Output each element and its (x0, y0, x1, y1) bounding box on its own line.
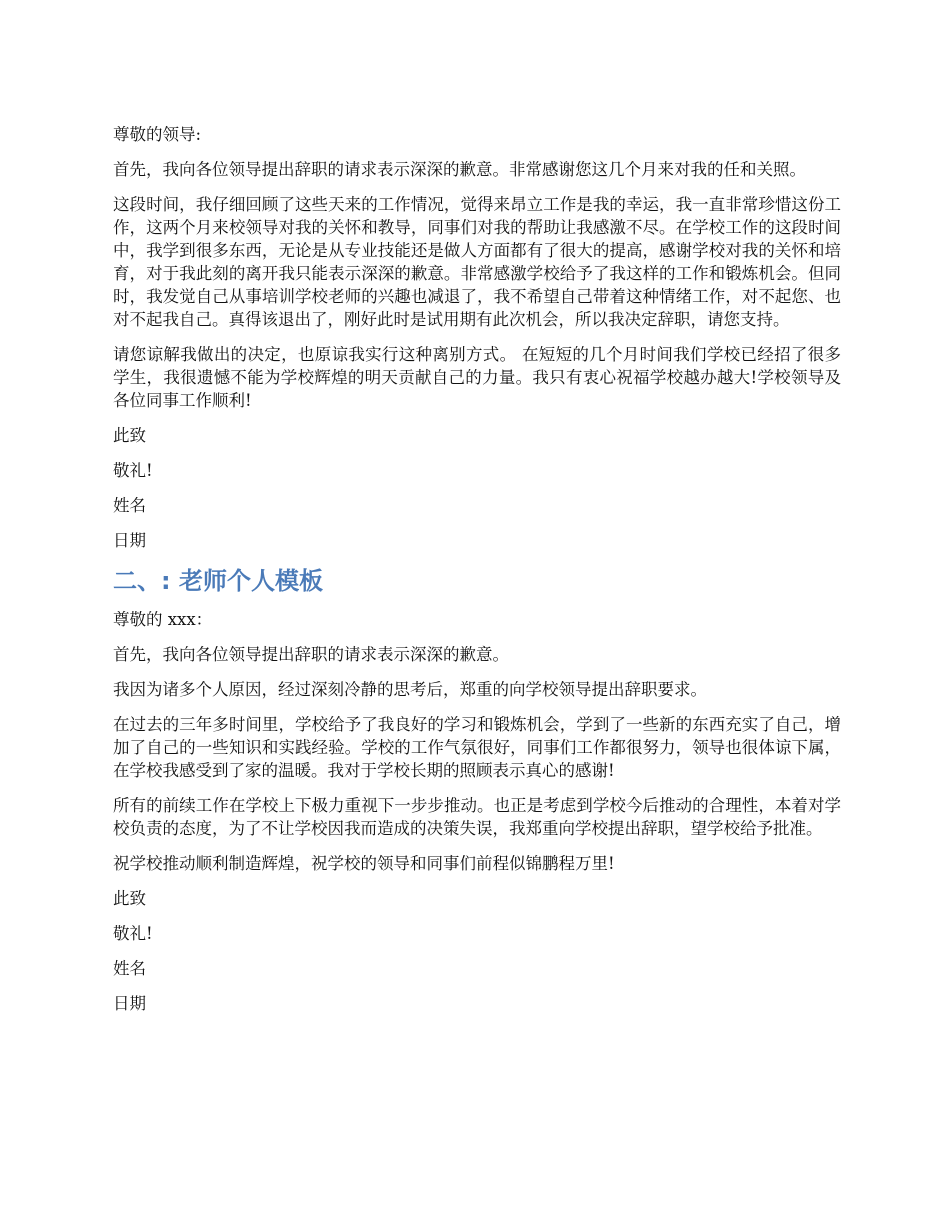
letter-section-2 (113, 564, 841, 1015)
body-paragraph: 首先，我向各位领导提出辞职的请求表示深深的歉意。非常感谢您这几个月来对我的任和关照。 (113, 160, 806, 179)
section-heading: 二、: 老师个人模板 (113, 567, 323, 595)
closing-line: 此致 (113, 889, 146, 908)
closing-regards: 敬礼! (113, 924, 153, 943)
body-paragraph: 这段时间，我仔细回顾了这些天来的工作情况，觉得来昂立工作是我的幸运，我一直非常珍惜这份工作，这两个月来校领导对我的关怀和教导，同事们对我的帮助让我感激不尽。在学校工作的这段时间中，我学到很多东西，无论是从专业技能还是做人方面都有了很大的提高，感谢学校对我的关怀和培育，对于我此刻的离开我只能表示深深的歉意。非常感激学校给予了我这样的工作和锻炼机会。但同时，我发觉自己从事培训学校老师的兴趣也减退了，我不希望自己带着这种情绪工作，对不起您、也对不起我自己。真得该退出了，刚好此时是试用期有此次机会，所以我决定辞职，请您支持。 (113, 195, 841, 329)
closing-regards: 敬礼! (113, 461, 153, 480)
body-paragraph: 请您谅解我做出的决定，也原谅我实行这种离别方式。 在短短的几个月时间我们学校已经招了很多学生，我很遗憾不能为学校辉煌的明天贡献自己的力量。我只有衷心祝福学校越办越大!学校领导及各位同事工作顺利! (113, 345, 841, 410)
closing-line: 此致 (113, 426, 146, 445)
document-page (113, 123, 841, 1027)
signature-name: 姓名 (113, 959, 146, 978)
body-paragraph: 首先，我向各位领导提出辞职的请求表示深深的歉意。 (113, 645, 509, 664)
body-paragraph: 所有的前续工作在学校上下极力重视下一步步推动。也正是考虑到学校今后推动的合理性，本着对学校负责的态度，为了不让学校因我而造成的决策失误，我郑重向学校提出辞职，望学校给予批准。 (113, 796, 841, 838)
signature-date: 日期 (113, 994, 146, 1013)
signature-date: 日期 (113, 531, 146, 550)
body-paragraph: 祝学校推动顺利制造辉煌，祝学校的领导和同事们前程似锦鹏程万里! (113, 854, 615, 873)
salutation: 尊敬的领导: (113, 125, 202, 144)
letter-section-1 (113, 123, 841, 552)
signature-name: 姓名 (113, 496, 146, 515)
body-paragraph: 在过去的三年多时间里，学校给予了我良好的学习和锻炼机会，学到了一些新的东西充实了自己，增加了自己的一些知识和实践经验。学校的工作气氛很好，同事们工作都很努力，领导也很体谅下属，在学校我感受到了家的温暖。我对于学校长期的照顾表示真心的感谢! (113, 715, 841, 780)
body-paragraph: 我因为诸多个人原因，经过深刻冷静的思考后，郑重的向学校领导提出辞职要求。 (113, 680, 707, 699)
salutation: 尊敬的 xxx： (113, 610, 213, 629)
